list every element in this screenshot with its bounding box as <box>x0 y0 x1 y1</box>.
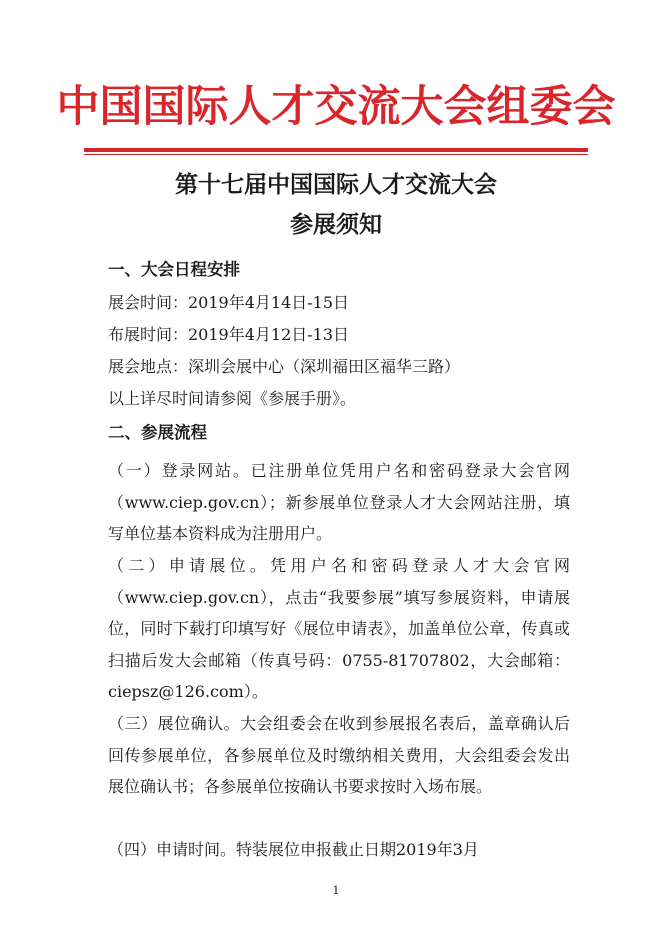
schedule-line-setup-time: 布展时间：2019年4月12日-13日 <box>108 325 350 344</box>
document-title: 第十七届中国国际人才交流大会 <box>175 171 497 198</box>
letterhead-rule-thick <box>84 148 588 152</box>
process-paragraph-application-time: （四）申请时间。特装展位申报截止日期2019年3月 <box>108 840 479 859</box>
page-number: 1 <box>332 884 340 897</box>
document-subtitle: 参展须知 <box>290 211 382 238</box>
schedule-line-note: 以上详尽时间请参阅《参展手册》。 <box>108 389 357 408</box>
section-heading-schedule: 一、大会日程安排 <box>108 260 240 279</box>
schedule-line-exhibition-time: 展会时间：2019年4月14日-15日 <box>108 293 350 312</box>
section-heading-process: 二、参展流程 <box>108 423 207 442</box>
letterhead-title: 中国国际人才交流大会组委会 <box>56 82 616 132</box>
letterhead-rule-thin <box>84 154 588 155</box>
process-paragraph-booth-confirm: （三）展位确认。大会组委会在收到参展报名表后，盖章确认后回传参展单位，各参展单位及时缴纳相关费用，大会组委会发出展位确认书；各参展单位按确认书要求按时入场布展。 <box>108 714 570 796</box>
process-paragraph-register: （一）登录网站。已注册单位凭用户名和密码登录大会官网（www.ciep.gov.cn）；新参展单位登录人才大会网站注册，填写单位基本资料成为注册用户。 <box>108 461 570 543</box>
process-paragraph-apply-booth: （二）申请展位。凭用户名和密码登录人才大会官网（www.ciep.gov.cn），点击“我要参展”填写参展资料，申请展位，同时下载打印填写好《展位申请表》，加盖单位公章，传真或扫描后发大会邮箱（传真号码：0755-81707802，大会邮箱：ciepsz@126.com）。 <box>108 556 570 701</box>
schedule-line-venue: 展会地点：深圳会展中心（深圳福田区福华三路） <box>108 357 461 376</box>
